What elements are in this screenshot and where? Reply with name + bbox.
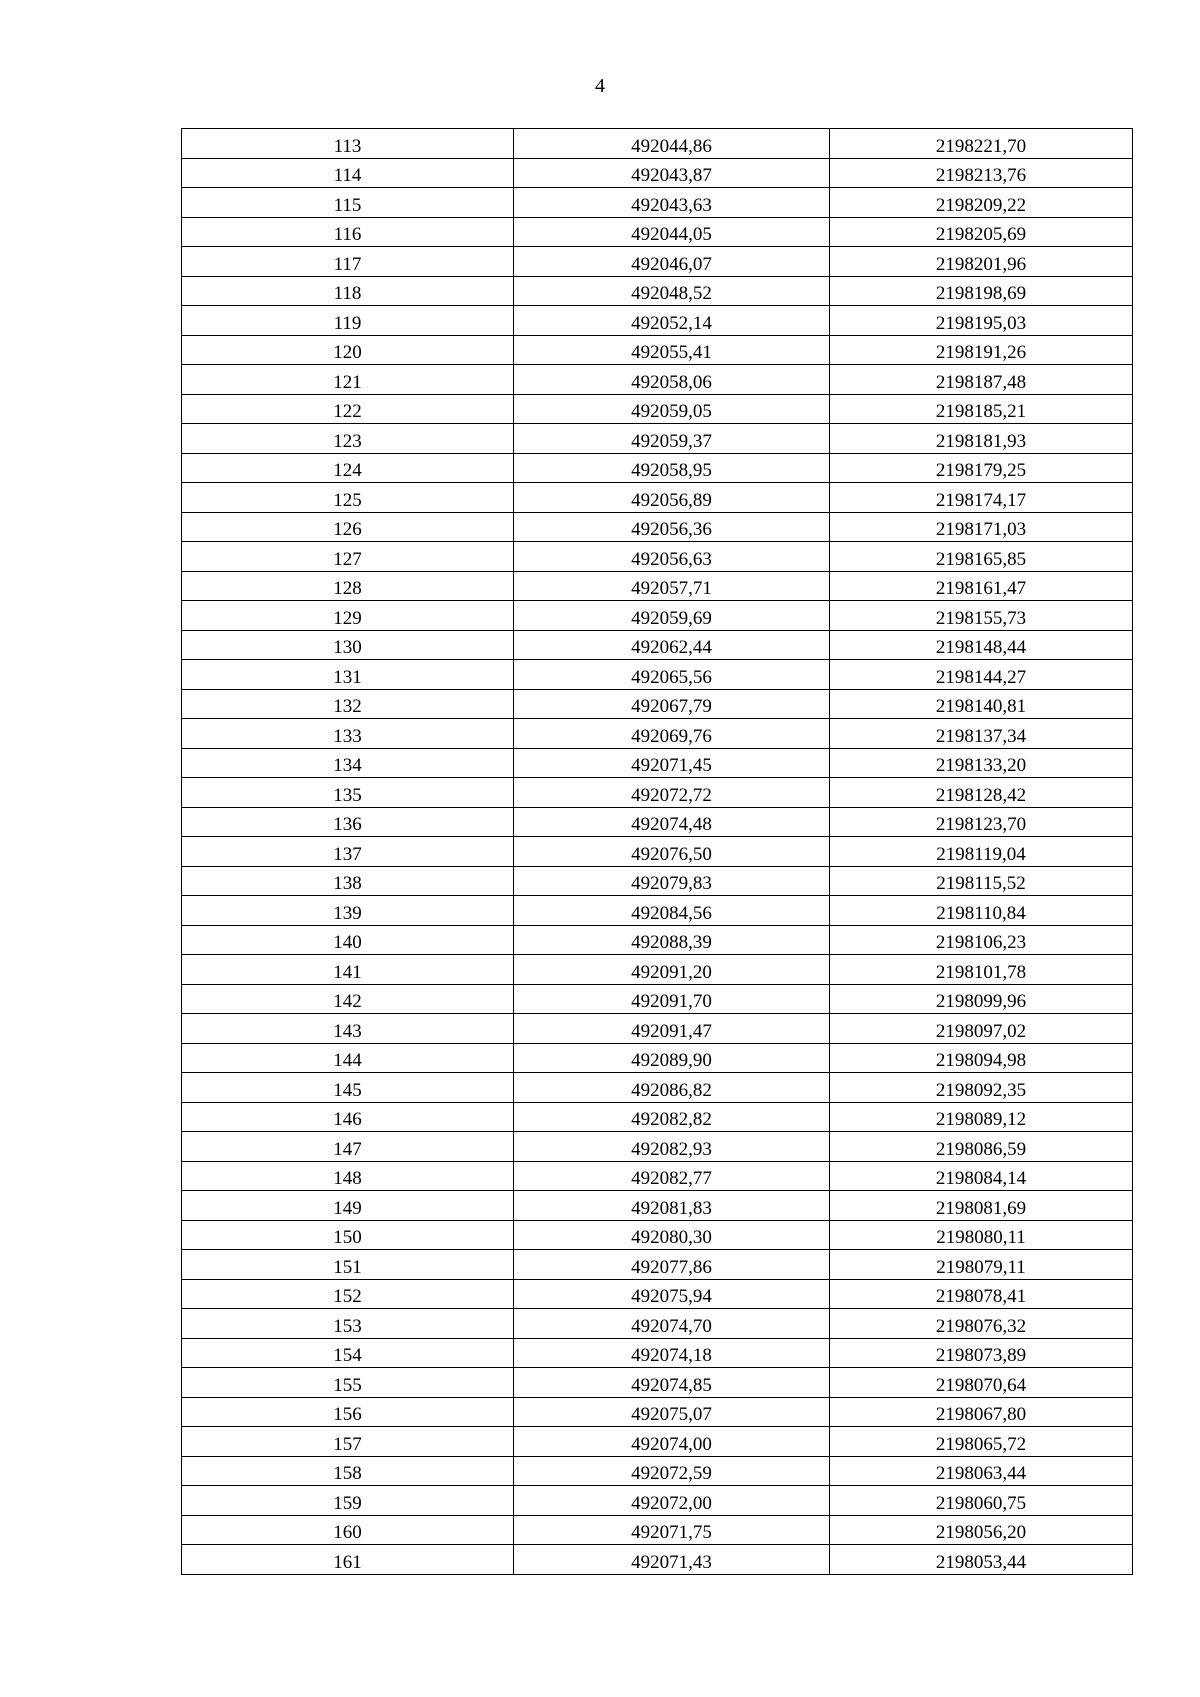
y-coordinate-cell: 2198086,59: [830, 1132, 1133, 1162]
x-coordinate-cell: 492072,00: [514, 1486, 830, 1516]
x-coordinate-cell: 492052,14: [514, 306, 830, 336]
y-coordinate-cell: 2198101,78: [830, 955, 1133, 985]
y-coordinate-cell: 2198119,04: [830, 837, 1133, 867]
x-coordinate-cell: 492059,69: [514, 601, 830, 631]
table-row: [182, 158, 1133, 188]
point-number-cell: 114: [182, 158, 514, 188]
table-row: [182, 453, 1133, 483]
coordinates-table: [181, 128, 1133, 1575]
x-coordinate-cell: 492062,44: [514, 630, 830, 660]
point-number-cell: 130: [182, 630, 514, 660]
page-number: 4: [595, 75, 605, 97]
table-row: [182, 601, 1133, 631]
y-coordinate-cell: 2198123,70: [830, 807, 1133, 837]
point-number-cell: 151: [182, 1250, 514, 1280]
x-coordinate-cell: 492065,56: [514, 660, 830, 690]
x-coordinate-cell: 492055,41: [514, 335, 830, 365]
y-coordinate-cell: 2198140,81: [830, 689, 1133, 719]
y-coordinate-cell: 2198144,27: [830, 660, 1133, 690]
y-coordinate-cell: 2198081,69: [830, 1191, 1133, 1221]
table-row: [182, 483, 1133, 513]
table-row: [182, 217, 1133, 247]
y-coordinate-cell: 2198179,25: [830, 453, 1133, 483]
point-number-cell: 128: [182, 571, 514, 601]
y-coordinate-cell: 2198056,20: [830, 1515, 1133, 1545]
x-coordinate-cell: 492084,56: [514, 896, 830, 926]
point-number-cell: 133: [182, 719, 514, 749]
y-coordinate-cell: 2198148,44: [830, 630, 1133, 660]
y-coordinate-cell: 2198198,69: [830, 276, 1133, 306]
coordinates-table-body: [182, 129, 1133, 1575]
table-row: [182, 1279, 1133, 1309]
y-coordinate-cell: 2198063,44: [830, 1456, 1133, 1486]
point-number-cell: 143: [182, 1014, 514, 1044]
y-coordinate-cell: 2198080,11: [830, 1220, 1133, 1250]
table-row: [182, 1309, 1133, 1339]
y-coordinate-cell: 2198067,80: [830, 1397, 1133, 1427]
point-number-cell: 142: [182, 984, 514, 1014]
point-number-cell: 160: [182, 1515, 514, 1545]
table-row: [182, 1545, 1133, 1575]
x-coordinate-cell: 492059,05: [514, 394, 830, 424]
point-number-cell: 146: [182, 1102, 514, 1132]
point-number-cell: 157: [182, 1427, 514, 1457]
point-number-cell: 127: [182, 542, 514, 572]
point-number-cell: 161: [182, 1545, 514, 1575]
point-number-cell: 135: [182, 778, 514, 808]
table-row: [182, 1338, 1133, 1368]
table-row: [182, 1132, 1133, 1162]
x-coordinate-cell: 492086,82: [514, 1073, 830, 1103]
x-coordinate-cell: 492074,18: [514, 1338, 830, 1368]
y-coordinate-cell: 2198084,14: [830, 1161, 1133, 1191]
table-row: [182, 866, 1133, 896]
y-coordinate-cell: 2198221,70: [830, 129, 1133, 159]
y-coordinate-cell: 2198185,21: [830, 394, 1133, 424]
x-coordinate-cell: 492076,50: [514, 837, 830, 867]
x-coordinate-cell: 492058,06: [514, 365, 830, 395]
table-row: [182, 394, 1133, 424]
table-row: [182, 512, 1133, 542]
table-row: [182, 1250, 1133, 1280]
point-number-cell: 159: [182, 1486, 514, 1516]
y-coordinate-cell: 2198174,17: [830, 483, 1133, 513]
x-coordinate-cell: 492075,07: [514, 1397, 830, 1427]
point-number-cell: 131: [182, 660, 514, 690]
x-coordinate-cell: 492056,63: [514, 542, 830, 572]
x-coordinate-cell: 492043,87: [514, 158, 830, 188]
table-row: [182, 837, 1133, 867]
y-coordinate-cell: 2198133,20: [830, 748, 1133, 778]
table-row: [182, 896, 1133, 926]
y-coordinate-cell: 2198110,84: [830, 896, 1133, 926]
point-number-cell: 147: [182, 1132, 514, 1162]
point-number-cell: 121: [182, 365, 514, 395]
table-row: [182, 630, 1133, 660]
point-number-cell: 139: [182, 896, 514, 926]
x-coordinate-cell: 492071,45: [514, 748, 830, 778]
x-coordinate-cell: 492072,72: [514, 778, 830, 808]
y-coordinate-cell: 2198165,85: [830, 542, 1133, 572]
table-row: [182, 1220, 1133, 1250]
y-coordinate-cell: 2198137,34: [830, 719, 1133, 749]
point-number-cell: 152: [182, 1279, 514, 1309]
x-coordinate-cell: 492044,05: [514, 217, 830, 247]
point-number-cell: 136: [182, 807, 514, 837]
y-coordinate-cell: 2198053,44: [830, 1545, 1133, 1575]
table-row: [182, 719, 1133, 749]
table-row: [182, 1397, 1133, 1427]
x-coordinate-cell: 492081,83: [514, 1191, 830, 1221]
point-number-cell: 122: [182, 394, 514, 424]
point-number-cell: 154: [182, 1338, 514, 1368]
x-coordinate-cell: 492088,39: [514, 925, 830, 955]
x-coordinate-cell: 492074,85: [514, 1368, 830, 1398]
table-row: [182, 1456, 1133, 1486]
y-coordinate-cell: 2198209,22: [830, 188, 1133, 218]
point-number-cell: 150: [182, 1220, 514, 1250]
table-row: [182, 807, 1133, 837]
y-coordinate-cell: 2198191,26: [830, 335, 1133, 365]
x-coordinate-cell: 492056,36: [514, 512, 830, 542]
point-number-cell: 144: [182, 1043, 514, 1073]
point-number-cell: 123: [182, 424, 514, 454]
y-coordinate-cell: 2198155,73: [830, 601, 1133, 631]
table-row: [182, 1043, 1133, 1073]
point-number-cell: 113: [182, 129, 514, 159]
x-coordinate-cell: 492074,70: [514, 1309, 830, 1339]
table-row: [182, 689, 1133, 719]
x-coordinate-cell: 492071,75: [514, 1515, 830, 1545]
x-coordinate-cell: 492056,89: [514, 483, 830, 513]
point-number-cell: 129: [182, 601, 514, 631]
table-row: [182, 365, 1133, 395]
table-row: [182, 925, 1133, 955]
table-row: [182, 1486, 1133, 1516]
x-coordinate-cell: 492082,93: [514, 1132, 830, 1162]
point-number-cell: 117: [182, 247, 514, 277]
x-coordinate-cell: 492091,20: [514, 955, 830, 985]
table-row: [182, 955, 1133, 985]
point-number-cell: 116: [182, 217, 514, 247]
x-coordinate-cell: 492071,43: [514, 1545, 830, 1575]
table-row: [182, 306, 1133, 336]
table-row: [182, 1515, 1133, 1545]
table-row: [182, 778, 1133, 808]
x-coordinate-cell: 492044,86: [514, 129, 830, 159]
y-coordinate-cell: 2198195,03: [830, 306, 1133, 336]
y-coordinate-cell: 2198076,32: [830, 1309, 1133, 1339]
y-coordinate-cell: 2198079,11: [830, 1250, 1133, 1280]
y-coordinate-cell: 2198171,03: [830, 512, 1133, 542]
point-number-cell: 137: [182, 837, 514, 867]
y-coordinate-cell: 2198201,96: [830, 247, 1133, 277]
x-coordinate-cell: 492079,83: [514, 866, 830, 896]
y-coordinate-cell: 2198106,23: [830, 925, 1133, 955]
x-coordinate-cell: 492091,70: [514, 984, 830, 1014]
point-number-cell: 148: [182, 1161, 514, 1191]
table-row: [182, 335, 1133, 365]
table-row: [182, 1368, 1133, 1398]
point-number-cell: 156: [182, 1397, 514, 1427]
y-coordinate-cell: 2198128,42: [830, 778, 1133, 808]
point-number-cell: 118: [182, 276, 514, 306]
table-row: [182, 748, 1133, 778]
point-number-cell: 126: [182, 512, 514, 542]
table-row: [182, 129, 1133, 159]
y-coordinate-cell: 2198065,72: [830, 1427, 1133, 1457]
y-coordinate-cell: 2198094,98: [830, 1043, 1133, 1073]
y-coordinate-cell: 2198213,76: [830, 158, 1133, 188]
point-number-cell: 153: [182, 1309, 514, 1339]
point-number-cell: 119: [182, 306, 514, 336]
y-coordinate-cell: 2198092,35: [830, 1073, 1133, 1103]
table-row: [182, 1102, 1133, 1132]
y-coordinate-cell: 2198099,96: [830, 984, 1133, 1014]
y-coordinate-cell: 2198070,64: [830, 1368, 1133, 1398]
x-coordinate-cell: 492067,79: [514, 689, 830, 719]
table-row: [182, 276, 1133, 306]
point-number-cell: 145: [182, 1073, 514, 1103]
x-coordinate-cell: 492082,77: [514, 1161, 830, 1191]
point-number-cell: 149: [182, 1191, 514, 1221]
x-coordinate-cell: 492072,59: [514, 1456, 830, 1486]
table-row: [182, 247, 1133, 277]
x-coordinate-cell: 492058,95: [514, 453, 830, 483]
point-number-cell: 120: [182, 335, 514, 365]
point-number-cell: 125: [182, 483, 514, 513]
table-row: [182, 1161, 1133, 1191]
point-number-cell: 132: [182, 689, 514, 719]
y-coordinate-cell: 2198205,69: [830, 217, 1133, 247]
table-row: [182, 984, 1133, 1014]
point-number-cell: 141: [182, 955, 514, 985]
table-row: [182, 1073, 1133, 1103]
y-coordinate-cell: 2198073,89: [830, 1338, 1133, 1368]
x-coordinate-cell: 492089,90: [514, 1043, 830, 1073]
x-coordinate-cell: 492046,07: [514, 247, 830, 277]
table-row: [182, 1014, 1133, 1044]
y-coordinate-cell: 2198181,93: [830, 424, 1133, 454]
x-coordinate-cell: 492048,52: [514, 276, 830, 306]
x-coordinate-cell: 492077,86: [514, 1250, 830, 1280]
y-coordinate-cell: 2198187,48: [830, 365, 1133, 395]
y-coordinate-cell: 2198097,02: [830, 1014, 1133, 1044]
point-number-cell: 158: [182, 1456, 514, 1486]
table-row: [182, 424, 1133, 454]
point-number-cell: 115: [182, 188, 514, 218]
table-row: [182, 1427, 1133, 1457]
x-coordinate-cell: 492074,00: [514, 1427, 830, 1457]
x-coordinate-cell: 492075,94: [514, 1279, 830, 1309]
y-coordinate-cell: 2198078,41: [830, 1279, 1133, 1309]
y-coordinate-cell: 2198161,47: [830, 571, 1133, 601]
table-row: [182, 188, 1133, 218]
point-number-cell: 124: [182, 453, 514, 483]
y-coordinate-cell: 2198060,75: [830, 1486, 1133, 1516]
table-row: [182, 660, 1133, 690]
y-coordinate-cell: 2198115,52: [830, 866, 1133, 896]
point-number-cell: 140: [182, 925, 514, 955]
point-number-cell: 138: [182, 866, 514, 896]
x-coordinate-cell: 492080,30: [514, 1220, 830, 1250]
table-row: [182, 1191, 1133, 1221]
point-number-cell: 155: [182, 1368, 514, 1398]
table-row: [182, 542, 1133, 572]
y-coordinate-cell: 2198089,12: [830, 1102, 1133, 1132]
table-row: [182, 571, 1133, 601]
x-coordinate-cell: 492057,71: [514, 571, 830, 601]
x-coordinate-cell: 492059,37: [514, 424, 830, 454]
x-coordinate-cell: 492069,76: [514, 719, 830, 749]
point-number-cell: 134: [182, 748, 514, 778]
x-coordinate-cell: 492043,63: [514, 188, 830, 218]
x-coordinate-cell: 492091,47: [514, 1014, 830, 1044]
x-coordinate-cell: 492074,48: [514, 807, 830, 837]
x-coordinate-cell: 492082,82: [514, 1102, 830, 1132]
